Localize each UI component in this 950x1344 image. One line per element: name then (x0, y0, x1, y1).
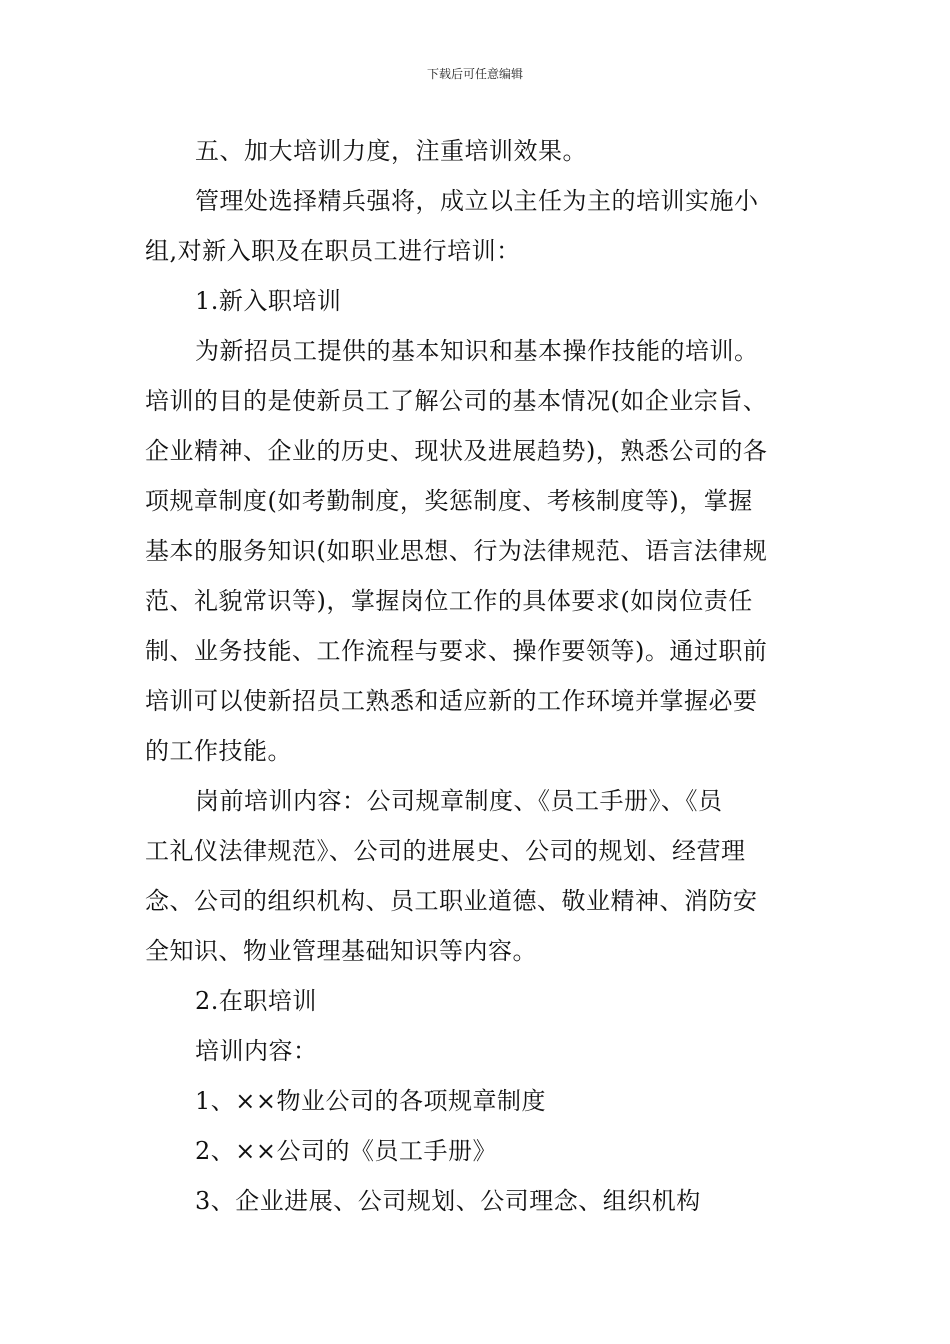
paragraph-line: 企业精神、企业的历史、现状及进展趋势)，熟悉公司的各 (145, 437, 768, 465)
subsection-heading: 1.新入职培训 (195, 287, 342, 315)
paragraph-line: 培训内容： (195, 1037, 318, 1065)
paragraph-line: 培训的目的是使新员工了解公司的基本情况(如企业宗旨、 (145, 387, 768, 415)
paragraph-line: 制、业务技能、工作流程与要求、操作要领等)。通过职前 (145, 637, 768, 665)
section-heading: 五、加大培训力度，注重培训效果。 (195, 137, 587, 165)
paragraph-line: 项规章制度(如考勤制度，奖惩制度、考核制度等)，掌握 (145, 487, 753, 515)
paragraph-line: 岗前培训内容：公司规章制度、《员工手册》、《员 (195, 787, 723, 815)
list-item: 2、××公司的《员工手册》 (195, 1137, 497, 1165)
paragraph-line: 基本的服务知识(如职业思想、行为法律规范、语言法律规 (145, 537, 768, 565)
list-item: 1、××物业公司的各项规章制度 (195, 1087, 546, 1115)
paragraph-line: 组,对新入职及在职员工进行培训： (145, 237, 521, 265)
list-item: 3、企业进展、公司规划、公司理念、组织机构 (195, 1187, 701, 1215)
paragraph-line: 全知识、物业管理基础知识等内容。 (145, 937, 537, 965)
paragraph-line: 范、礼貌常识等)，掌握岗位工作的具体要求(如岗位责任 (145, 587, 753, 615)
paragraph-line: 工礼仪法律规范》、公司的进展史、公司的规划、经营理 (145, 837, 746, 865)
paragraph-line: 的工作技能。 (145, 737, 292, 765)
paragraph-line: 念、公司的组织机构、员工职业道德、敬业精神、消防安 (145, 887, 758, 915)
paragraph-line: 为新招员工提供的基本知识和基本操作技能的培训。 (195, 337, 759, 365)
page-header: 下载后可任意编辑 (426, 67, 523, 81)
subsection-heading: 2.在职培训 (195, 987, 317, 1015)
paragraph-line: 培训可以使新招员工熟悉和适应新的工作环境并掌握必要 (145, 687, 758, 715)
document-body (145, 126, 807, 1226)
paragraph-line: 管理处选择精兵强将，成立以主任为主的培训实施小 (195, 187, 759, 215)
